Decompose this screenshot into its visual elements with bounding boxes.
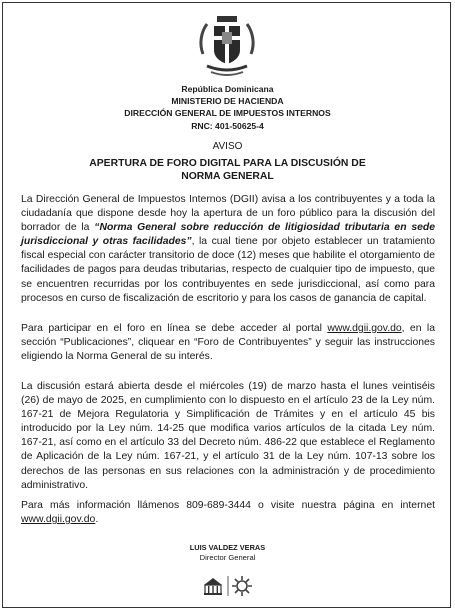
header-ministry: MINISTERIO DE HACIENDA xyxy=(171,96,284,106)
header-country: República Dominicana xyxy=(181,84,274,94)
header-agency: DIRECCIÓN GENERAL DE IMPUESTOS INTERNOS xyxy=(124,108,331,118)
signatory-name: LUIS VALDEZ VERAS xyxy=(189,543,266,552)
paragraph-4-end: . xyxy=(95,514,99,526)
paragraph-2-intro: Para participar en el foro en línea se debe acceder al portal xyxy=(21,323,328,334)
notice-label: AVISO xyxy=(212,141,243,152)
header-rnc: RNC: 401-50625-4 xyxy=(191,121,264,131)
paragraph-2 xyxy=(21,322,435,364)
website-link[interactable]: www.dgii.gov.do xyxy=(21,514,96,526)
paragraph-1 xyxy=(21,193,435,306)
notice-title-line1: APERTURA DE FORO DIGITAL PARA LA DISCUSIÓN DE xyxy=(89,158,366,169)
paragraph-1-rest: , la cual tiene por objeto establecer un tratamiento fiscal especial con carácter transitorio de doce (12) meses que habilite el otorgamiento de facilidades de pagos para deudas tributarias, respecto de cualquier tipo de impuesto, que se encuentren recurridas por los contribuyentes en sede jurisdiccional, así como para procesos en curso de fiscalización de escritorio y para los casos de ganancia de capital. xyxy=(21,236,436,304)
norma-title-emphasis: “Norma General sobre reducción de litigiosidad tributaria en sede jurisdiccional y otras facilidades” xyxy=(21,222,435,248)
portal-link[interactable]: www.dgii.gov.do xyxy=(327,323,402,334)
coat-of-arms-icon xyxy=(197,14,257,80)
notice-title xyxy=(40,157,415,183)
paragraph-2-rest: , en la sección “Publicaciones”, cliquear en “Foro de Contribuyentes” y seguir las instrucciones eligiendo la Norma General de su interés. xyxy=(21,323,435,363)
paragraph-4-intro: Para más información llámenos 809-689-3444 o visite nuestra página en internet xyxy=(21,500,435,511)
paragraph-4 xyxy=(21,499,435,527)
notice-title-line2: NORMA GENERAL xyxy=(181,171,274,182)
signatory-role: Director General xyxy=(199,553,256,562)
dgii-logo-icon xyxy=(200,573,256,599)
paragraph-3: La discusión estará abierta desde el miércoles (19) de marzo hasta el lunes veintiséis (26) de mayo de 2025, en cumplimiento con lo dispuesto en el artículo 23 de la Ley núm. 167-21 de Mejora Regulatoria y Simplificación de Trámites y en el artículo 45 bis introducido por la Ley núm. 14-25 que modifica varios artículos de la citada Ley núm. 167-21, así como en el artículo 33 del Decreto núm. 486-22 que establece el Reglamento de Aplicación de la Ley núm. 167-21, y el artículo 31 de la Ley núm. 107-13 sobre los derechos de las personas en sus relaciones con la administración y de procedimiento administrativo. xyxy=(21,381,435,491)
paragraph-1-intro: La Dirección General de Impuestos Internos (DGII) avisa a los contribuyentes y a toda la ciudadanía que dispone desde hoy la apertura de un foro público para la discusión del borrador de la xyxy=(21,194,435,234)
